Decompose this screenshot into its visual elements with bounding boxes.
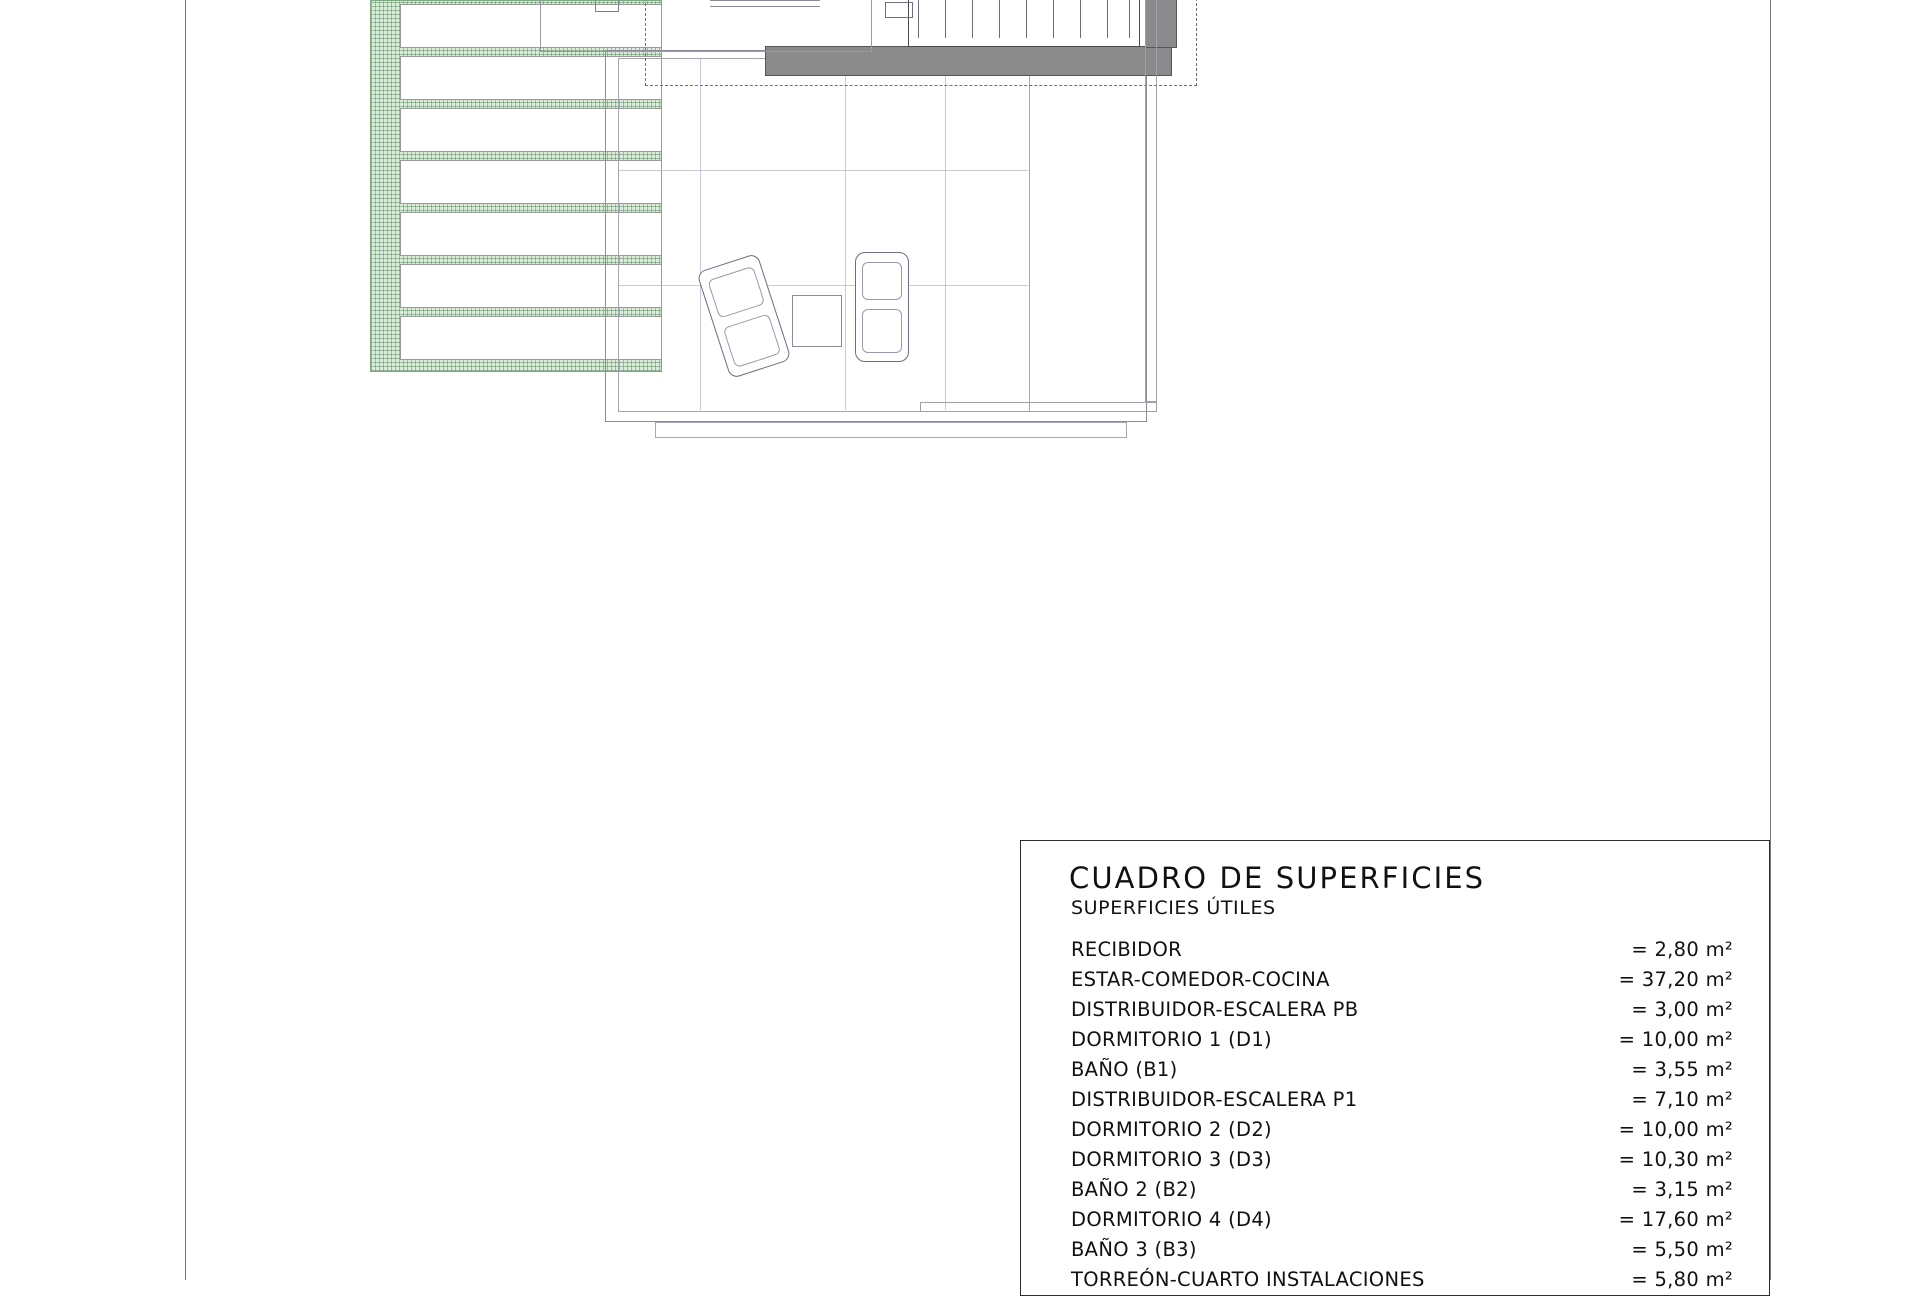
table-row (1071, 1085, 1741, 1115)
table-row (1071, 1205, 1741, 1235)
row-label: DORMITORIO 1 (D1) (1071, 1028, 1272, 1051)
car-body-detail (723, 313, 782, 368)
row-label: DISTRIBUIDOR-ESCALERA PB (1071, 998, 1359, 1021)
furniture-square (792, 295, 842, 347)
table-row (1071, 1175, 1741, 1205)
pillar-symbol (595, 0, 619, 12)
row-value: = 7,10 m² (1631, 1088, 1733, 1111)
grid-line-horizontal (618, 285, 1028, 286)
row-label: DORMITORIO 2 (D2) (1071, 1118, 1272, 1141)
row-value: = 5,80 m² (1631, 1268, 1733, 1291)
stair-treads (918, 0, 1130, 38)
door-swing-symbol (885, 2, 913, 18)
table-row (1071, 1115, 1741, 1145)
detail-line (710, 6, 820, 7)
row-label: DORMITORIO 4 (D4) (1071, 1208, 1272, 1231)
surfaces-table-subtitle: SUPERFICIES ÚTILES (1071, 897, 1276, 919)
grid-line-vertical (700, 58, 701, 410)
row-value: = 10,30 m² (1618, 1148, 1733, 1171)
car-symbol (855, 252, 909, 362)
car-windshield (707, 266, 765, 319)
table-row (1071, 1265, 1741, 1295)
table-row (1071, 935, 1741, 965)
table-row (1071, 1235, 1741, 1265)
grid-line-horizontal (618, 170, 1028, 171)
sheet-right-border (1770, 0, 1771, 1280)
surfaces-table (1020, 840, 1770, 1296)
row-label: RECIBIDOR (1071, 938, 1182, 961)
floor-plan-drawing (300, 0, 1550, 500)
grid-line-vertical (945, 58, 946, 410)
row-value: = 3,15 m² (1631, 1178, 1733, 1201)
outer-boundary-line (920, 402, 1157, 412)
car-body-detail (862, 309, 902, 353)
row-value: = 17,60 m² (1618, 1208, 1733, 1231)
row-label: DORMITORIO 3 (D3) (1071, 1148, 1272, 1171)
grid-line-vertical (845, 58, 846, 410)
table-row (1071, 1055, 1741, 1085)
row-value: = 10,00 m² (1618, 1118, 1733, 1141)
table-row (1071, 995, 1741, 1025)
row-label: BAÑO 3 (B3) (1071, 1238, 1197, 1261)
sheet-left-border (185, 0, 186, 1280)
surfaces-table-title: CUADRO DE SUPERFICIES (1069, 861, 1486, 895)
detail-line (710, 0, 820, 1)
row-value: = 3,55 m² (1631, 1058, 1733, 1081)
row-value: = 10,00 m² (1618, 1028, 1733, 1051)
row-label: BAÑO (B1) (1071, 1058, 1178, 1081)
row-value: = 5,50 m² (1631, 1238, 1733, 1261)
row-label: ESTAR-COMEDOR-COCINA (1071, 968, 1330, 991)
terrace-edge-outline (655, 422, 1127, 438)
row-label: BAÑO 2 (B2) (1071, 1178, 1197, 1201)
table-row (1071, 1145, 1741, 1175)
row-value: = 37,20 m² (1618, 968, 1733, 991)
table-row (1071, 1025, 1741, 1055)
row-value: = 3,00 m² (1631, 998, 1733, 1021)
row-value: = 2,80 m² (1631, 938, 1733, 961)
car-windshield (862, 262, 902, 300)
row-label: TORREÓN-CUARTO INSTALACIONES (1071, 1268, 1425, 1291)
garage-room-outline (618, 58, 1030, 412)
table-row (1071, 965, 1741, 995)
outer-boundary-line (1145, 0, 1157, 402)
row-label: DISTRIBUIDOR-ESCALERA P1 (1071, 1088, 1358, 1111)
